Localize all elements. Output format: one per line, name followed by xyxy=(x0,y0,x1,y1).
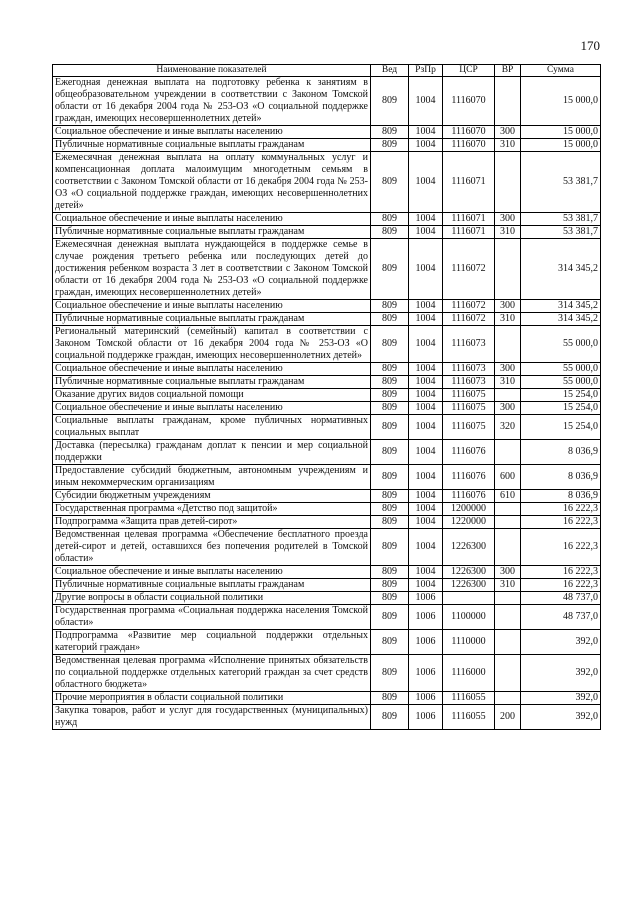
cell-name: Доставка (пересылка) гражданам доплат к пенсии и мер социальной поддержки xyxy=(53,440,371,465)
cell-rzpr: 1004 xyxy=(409,363,443,376)
table-row xyxy=(53,415,601,440)
cell-name: Публичные нормативные социальные выплаты гражданам xyxy=(53,226,371,239)
cell-ved: 809 xyxy=(371,630,409,655)
cell-rzpr: 1004 xyxy=(409,239,443,300)
table-row xyxy=(53,139,601,152)
cell-vr: 600 xyxy=(495,465,521,490)
cell-name: Публичные нормативные социальные выплаты гражданам xyxy=(53,376,371,389)
cell-csr: 1116072 xyxy=(443,313,495,326)
cell-csr: 1226300 xyxy=(443,529,495,566)
cell-csr: 1116073 xyxy=(443,326,495,363)
cell-rzpr: 1004 xyxy=(409,566,443,579)
table-row xyxy=(53,126,601,139)
cell-ved: 809 xyxy=(371,77,409,126)
cell-ved: 809 xyxy=(371,326,409,363)
cell-sum: 15 254,0 xyxy=(521,415,601,440)
cell-rzpr: 1004 xyxy=(409,465,443,490)
cell-sum: 16 222,3 xyxy=(521,503,601,516)
cell-ved: 809 xyxy=(371,389,409,402)
cell-name: Предоставление субсидий бюджетным, автономным учреждениям и иным некоммерческим организациям xyxy=(53,465,371,490)
cell-rzpr: 1004 xyxy=(409,503,443,516)
table-row xyxy=(53,363,601,376)
cell-vr: 300 xyxy=(495,363,521,376)
cell-vr: 300 xyxy=(495,300,521,313)
cell-vr: 310 xyxy=(495,139,521,152)
cell-ved: 809 xyxy=(371,465,409,490)
cell-sum: 53 381,7 xyxy=(521,213,601,226)
cell-ved: 809 xyxy=(371,376,409,389)
cell-name: Региональный материнский (семейный) капитал в соответствии с Законом Томской области от 16 декабря 2004 года № 253-ОЗ «О социальной поддержке граждан, имеющих несовершеннолетних детей» xyxy=(53,326,371,363)
cell-name: Социальное обеспечение и иные выплаты населению xyxy=(53,566,371,579)
cell-csr: 1226300 xyxy=(443,579,495,592)
cell-name: Подпрограмма «Развитие мер социальной поддержки отдельных категорий граждан» xyxy=(53,630,371,655)
cell-rzpr: 1006 xyxy=(409,592,443,605)
cell-vr xyxy=(495,516,521,529)
cell-ved: 809 xyxy=(371,705,409,730)
table-row xyxy=(53,529,601,566)
cell-ved: 809 xyxy=(371,126,409,139)
cell-rzpr: 1004 xyxy=(409,389,443,402)
cell-sum: 53 381,7 xyxy=(521,152,601,213)
table-row xyxy=(53,592,601,605)
header-ved: Вед xyxy=(371,65,409,77)
cell-csr: 1116075 xyxy=(443,389,495,402)
table-row xyxy=(53,566,601,579)
cell-rzpr: 1004 xyxy=(409,226,443,239)
cell-sum: 314 345,2 xyxy=(521,313,601,326)
cell-csr: 1116075 xyxy=(443,402,495,415)
cell-name: Прочие мероприятия в области социальной политики xyxy=(53,692,371,705)
header-name: Наименование показателей xyxy=(53,65,371,77)
cell-vr xyxy=(495,503,521,516)
cell-rzpr: 1006 xyxy=(409,605,443,630)
cell-csr: 1116071 xyxy=(443,152,495,213)
cell-name: Публичные нормативные социальные выплаты гражданам xyxy=(53,139,371,152)
cell-sum: 392,0 xyxy=(521,655,601,692)
cell-vr: 200 xyxy=(495,705,521,730)
cell-name: Публичные нормативные социальные выплаты гражданам xyxy=(53,313,371,326)
cell-ved: 809 xyxy=(371,152,409,213)
cell-vr xyxy=(495,655,521,692)
cell-name: Ежегодная денежная выплата на подготовку ребенка к занятиям в общеобразовательном учреждении в соответствии с Законом Томской области от 16 декабря 2004 года № 253-ОЗ «О социальной поддержке граждан, имеющих несовершеннолетних детей» xyxy=(53,77,371,126)
table-row xyxy=(53,655,601,692)
cell-name: Социальное обеспечение и иные выплаты населению xyxy=(53,213,371,226)
cell-sum: 8 036,9 xyxy=(521,490,601,503)
cell-vr xyxy=(495,152,521,213)
cell-csr: 1116055 xyxy=(443,705,495,730)
cell-vr xyxy=(495,239,521,300)
cell-rzpr: 1004 xyxy=(409,376,443,389)
table-row xyxy=(53,579,601,592)
cell-ved: 809 xyxy=(371,529,409,566)
table-row xyxy=(53,503,601,516)
header-rzpr: РзПр xyxy=(409,65,443,77)
cell-sum: 314 345,2 xyxy=(521,300,601,313)
cell-csr: 1220000 xyxy=(443,516,495,529)
cell-name: Ведомственная целевая программа «Обеспечение бесплатного проезда детей-сирот и детей, оставшихся без попечения родителей в Томской области» xyxy=(53,529,371,566)
cell-ved: 809 xyxy=(371,139,409,152)
cell-name: Публичные нормативные социальные выплаты гражданам xyxy=(53,579,371,592)
table-row xyxy=(53,402,601,415)
cell-name: Социальное обеспечение и иные выплаты населению xyxy=(53,363,371,376)
table-row xyxy=(53,152,601,213)
header-csr: ЦСР xyxy=(443,65,495,77)
cell-sum: 48 737,0 xyxy=(521,605,601,630)
cell-name: Ежемесячная денежная выплата на оплату коммунальных услуг и компенсационная доплата малоимущим многодетным семьям в соответствии с Законом Томской области от 16 декабря 2004 года № 253-ОЗ «О социальной поддержке граждан, имеющих несовершеннолетних детей» xyxy=(53,152,371,213)
cell-csr: 1116000 xyxy=(443,655,495,692)
cell-ved: 809 xyxy=(371,239,409,300)
budget-table xyxy=(52,64,601,730)
cell-ved: 809 xyxy=(371,363,409,376)
cell-vr: 300 xyxy=(495,566,521,579)
cell-csr xyxy=(443,592,495,605)
cell-csr: 1100000 xyxy=(443,605,495,630)
cell-rzpr: 1004 xyxy=(409,415,443,440)
cell-vr xyxy=(495,592,521,605)
cell-ved: 809 xyxy=(371,655,409,692)
cell-vr xyxy=(495,440,521,465)
table-row xyxy=(53,226,601,239)
cell-ved: 809 xyxy=(371,503,409,516)
cell-rzpr: 1004 xyxy=(409,326,443,363)
table-row xyxy=(53,440,601,465)
cell-vr: 310 xyxy=(495,226,521,239)
cell-vr xyxy=(495,389,521,402)
cell-rzpr: 1006 xyxy=(409,692,443,705)
cell-sum: 16 222,3 xyxy=(521,566,601,579)
table-row xyxy=(53,239,601,300)
cell-rzpr: 1004 xyxy=(409,77,443,126)
cell-vr xyxy=(495,692,521,705)
cell-vr: 610 xyxy=(495,490,521,503)
cell-csr: 1116072 xyxy=(443,300,495,313)
table-row xyxy=(53,605,601,630)
cell-sum: 8 036,9 xyxy=(521,440,601,465)
table-row xyxy=(53,692,601,705)
cell-sum: 55 000,0 xyxy=(521,326,601,363)
cell-vr xyxy=(495,605,521,630)
cell-rzpr: 1004 xyxy=(409,402,443,415)
cell-ved: 809 xyxy=(371,300,409,313)
header-vr: ВР xyxy=(495,65,521,77)
cell-sum: 15 254,0 xyxy=(521,402,601,415)
cell-name: Ведомственная целевая программа «Исполнение принятых обязательств по социальной поддержке отдельных категорий граждан за счет средств областного бюджета» xyxy=(53,655,371,692)
cell-sum: 15 000,0 xyxy=(521,139,601,152)
cell-name: Социальное обеспечение и иные выплаты населению xyxy=(53,402,371,415)
cell-ved: 809 xyxy=(371,226,409,239)
table-row xyxy=(53,516,601,529)
cell-rzpr: 1006 xyxy=(409,655,443,692)
cell-csr: 1116071 xyxy=(443,213,495,226)
table-header-row xyxy=(53,65,601,77)
cell-rzpr: 1006 xyxy=(409,705,443,730)
table-row xyxy=(53,376,601,389)
cell-rzpr: 1004 xyxy=(409,516,443,529)
cell-rzpr: 1004 xyxy=(409,300,443,313)
cell-sum: 16 222,3 xyxy=(521,579,601,592)
cell-rzpr: 1004 xyxy=(409,490,443,503)
cell-sum: 392,0 xyxy=(521,692,601,705)
cell-sum: 392,0 xyxy=(521,630,601,655)
cell-ved: 809 xyxy=(371,440,409,465)
cell-vr: 310 xyxy=(495,579,521,592)
cell-rzpr: 1006 xyxy=(409,630,443,655)
cell-vr xyxy=(495,630,521,655)
cell-csr: 1116076 xyxy=(443,465,495,490)
table-row xyxy=(53,490,601,503)
table-row xyxy=(53,213,601,226)
cell-sum: 15 254,0 xyxy=(521,389,601,402)
cell-vr xyxy=(495,326,521,363)
cell-ved: 809 xyxy=(371,415,409,440)
table-row xyxy=(53,705,601,730)
cell-vr: 310 xyxy=(495,313,521,326)
cell-name: Социальные выплаты гражданам, кроме публичных нормативных социальных выплат xyxy=(53,415,371,440)
table-row xyxy=(53,465,601,490)
cell-csr: 1116071 xyxy=(443,226,495,239)
cell-csr: 1200000 xyxy=(443,503,495,516)
cell-ved: 809 xyxy=(371,213,409,226)
cell-rzpr: 1004 xyxy=(409,440,443,465)
cell-rzpr: 1004 xyxy=(409,139,443,152)
table-row xyxy=(53,300,601,313)
cell-vr: 300 xyxy=(495,213,521,226)
cell-sum: 16 222,3 xyxy=(521,516,601,529)
cell-sum: 8 036,9 xyxy=(521,465,601,490)
cell-sum: 392,0 xyxy=(521,705,601,730)
cell-sum: 314 345,2 xyxy=(521,239,601,300)
table-row xyxy=(53,77,601,126)
cell-name: Государственная программа «Детство под защитой» xyxy=(53,503,371,516)
cell-csr: 1116072 xyxy=(443,239,495,300)
cell-vr: 320 xyxy=(495,415,521,440)
cell-sum: 53 381,7 xyxy=(521,226,601,239)
cell-csr: 1116055 xyxy=(443,692,495,705)
cell-rzpr: 1004 xyxy=(409,313,443,326)
cell-sum: 15 000,0 xyxy=(521,126,601,139)
cell-name: Субсидии бюджетным учреждениям xyxy=(53,490,371,503)
cell-vr: 300 xyxy=(495,126,521,139)
cell-ved: 809 xyxy=(371,402,409,415)
cell-csr: 1116073 xyxy=(443,376,495,389)
cell-csr: 1110000 xyxy=(443,630,495,655)
cell-name: Социальное обеспечение и иные выплаты населению xyxy=(53,126,371,139)
table-row xyxy=(53,630,601,655)
cell-rzpr: 1004 xyxy=(409,126,443,139)
cell-vr: 300 xyxy=(495,402,521,415)
cell-name: Закупка товаров, работ и услуг для государственных (муниципальных) нужд xyxy=(53,705,371,730)
cell-ved: 809 xyxy=(371,566,409,579)
cell-ved: 809 xyxy=(371,313,409,326)
cell-rzpr: 1004 xyxy=(409,529,443,566)
cell-csr: 1226300 xyxy=(443,566,495,579)
cell-sum: 48 737,0 xyxy=(521,592,601,605)
cell-csr: 1116070 xyxy=(443,77,495,126)
table-row xyxy=(53,326,601,363)
cell-ved: 809 xyxy=(371,516,409,529)
header-sum: Сумма xyxy=(521,65,601,77)
cell-name: Оказание других видов социальной помощи xyxy=(53,389,371,402)
cell-name: Другие вопросы в области социальной политики xyxy=(53,592,371,605)
cell-sum: 16 222,3 xyxy=(521,529,601,566)
cell-ved: 809 xyxy=(371,605,409,630)
cell-csr: 1116070 xyxy=(443,139,495,152)
cell-rzpr: 1004 xyxy=(409,152,443,213)
cell-csr: 1116076 xyxy=(443,490,495,503)
cell-sum: 15 000,0 xyxy=(521,77,601,126)
cell-ved: 809 xyxy=(371,692,409,705)
cell-sum: 55 000,0 xyxy=(521,376,601,389)
cell-vr: 310 xyxy=(495,376,521,389)
cell-csr: 1116073 xyxy=(443,363,495,376)
cell-csr: 1116070 xyxy=(443,126,495,139)
cell-rzpr: 1004 xyxy=(409,213,443,226)
cell-ved: 809 xyxy=(371,490,409,503)
cell-csr: 1116075 xyxy=(443,415,495,440)
table-row xyxy=(53,313,601,326)
cell-vr xyxy=(495,77,521,126)
cell-name: Государственная программа «Социальная поддержка населения Томской области» xyxy=(53,605,371,630)
cell-vr xyxy=(495,529,521,566)
cell-name: Социальное обеспечение и иные выплаты населению xyxy=(53,300,371,313)
page-number: 170 xyxy=(580,38,600,53)
cell-rzpr: 1004 xyxy=(409,579,443,592)
cell-csr: 1116076 xyxy=(443,440,495,465)
cell-name: Ежемесячная денежная выплата нуждающейся в поддержке семье в случае рождения третьего ребенка или последующих детей до достижения ребенком возраста 3 лет в соответствии с Законом Томской области от 16 декабря 2004 года № 253-ОЗ «О социальной поддержке граждан, имеющих несовершеннолетних детей» xyxy=(53,239,371,300)
table-row xyxy=(53,389,601,402)
cell-name: Подпрограмма «Защита прав детей-сирот» xyxy=(53,516,371,529)
cell-sum: 55 000,0 xyxy=(521,363,601,376)
cell-ved: 809 xyxy=(371,592,409,605)
cell-ved: 809 xyxy=(371,579,409,592)
